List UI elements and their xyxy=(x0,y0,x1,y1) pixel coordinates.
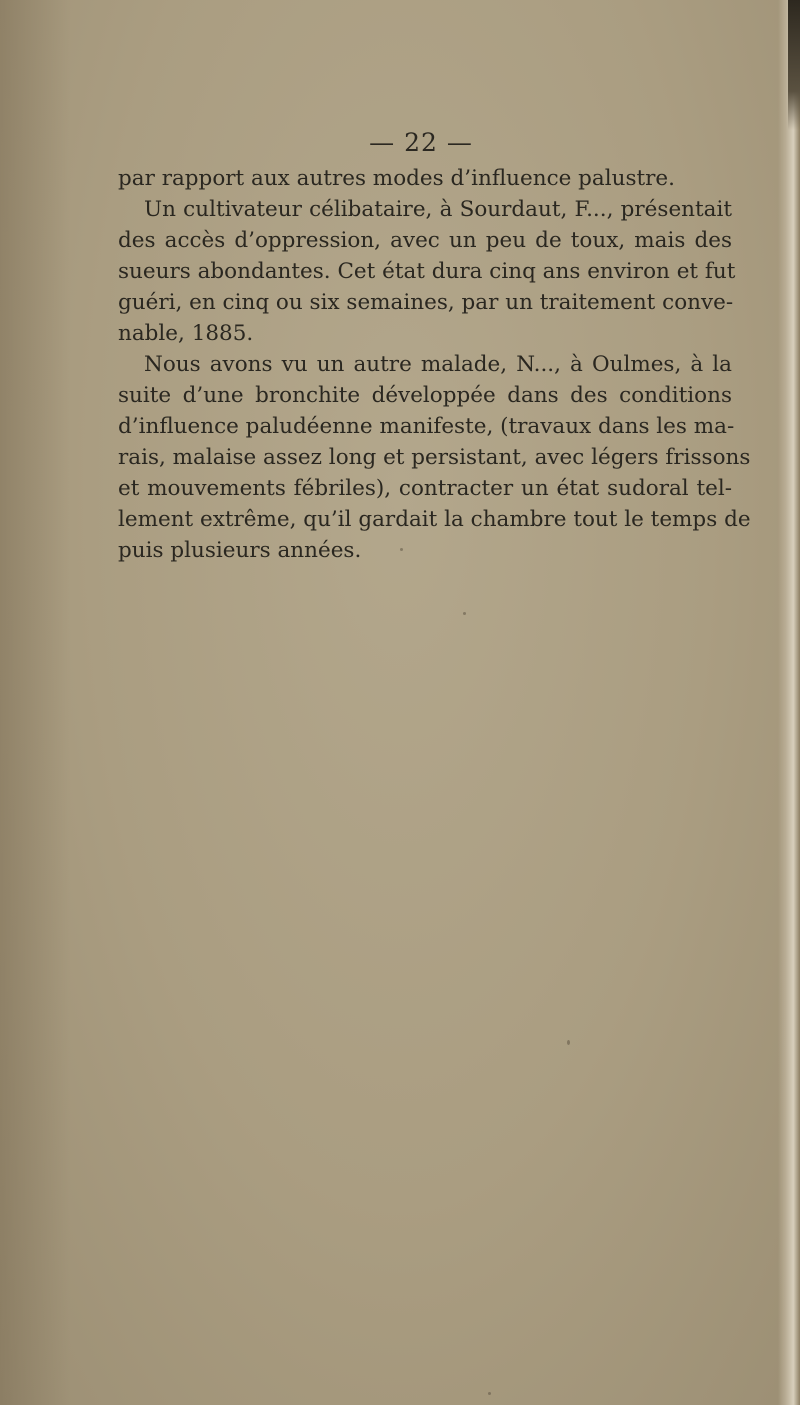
text-line: d’influence paludéenne manifeste, (travaux dans les ma- xyxy=(118,414,735,439)
page-edge xyxy=(778,0,800,1405)
paragraph-first-line: Nous avons vu un autre malade, N..., à Oulmes, à la xyxy=(144,352,732,377)
text-line: des accès d’oppression, avec un peu de toux, mais des xyxy=(118,228,732,253)
text-line: lement extrême, qu’il gardait la chambre tout le temps de xyxy=(118,507,751,532)
body-text xyxy=(118,163,751,566)
paper-speck xyxy=(488,1392,491,1395)
text-line: par rapport aux autres modes d’influence palustre. xyxy=(118,166,675,191)
paper-speck xyxy=(463,612,466,615)
page-edge-shadow xyxy=(788,0,800,130)
paper-speck xyxy=(567,1040,570,1045)
text-line: et mouvements fébriles), contracter un état sudoral tel- xyxy=(118,476,732,501)
text-line: suite d’une bronchite développée dans des conditions xyxy=(118,383,732,408)
page-number: — 22 — xyxy=(369,128,473,157)
text-line: puis plusieurs années. xyxy=(118,538,362,563)
paragraph-first-line: Un cultivateur célibataire, à Sourdaut, F..., présentait xyxy=(144,197,732,222)
text-line: nable, 1885. xyxy=(118,321,254,346)
text-line: guéri, en cinq ou six semaines, par un traitement conve- xyxy=(118,290,734,315)
text-line: rais, malaise assez long et persistant, avec légers frissons xyxy=(118,445,751,470)
paper-shading xyxy=(0,0,70,1405)
text-line: sueurs abondantes. Cet état dura cinq ans environ et fut xyxy=(118,259,736,284)
